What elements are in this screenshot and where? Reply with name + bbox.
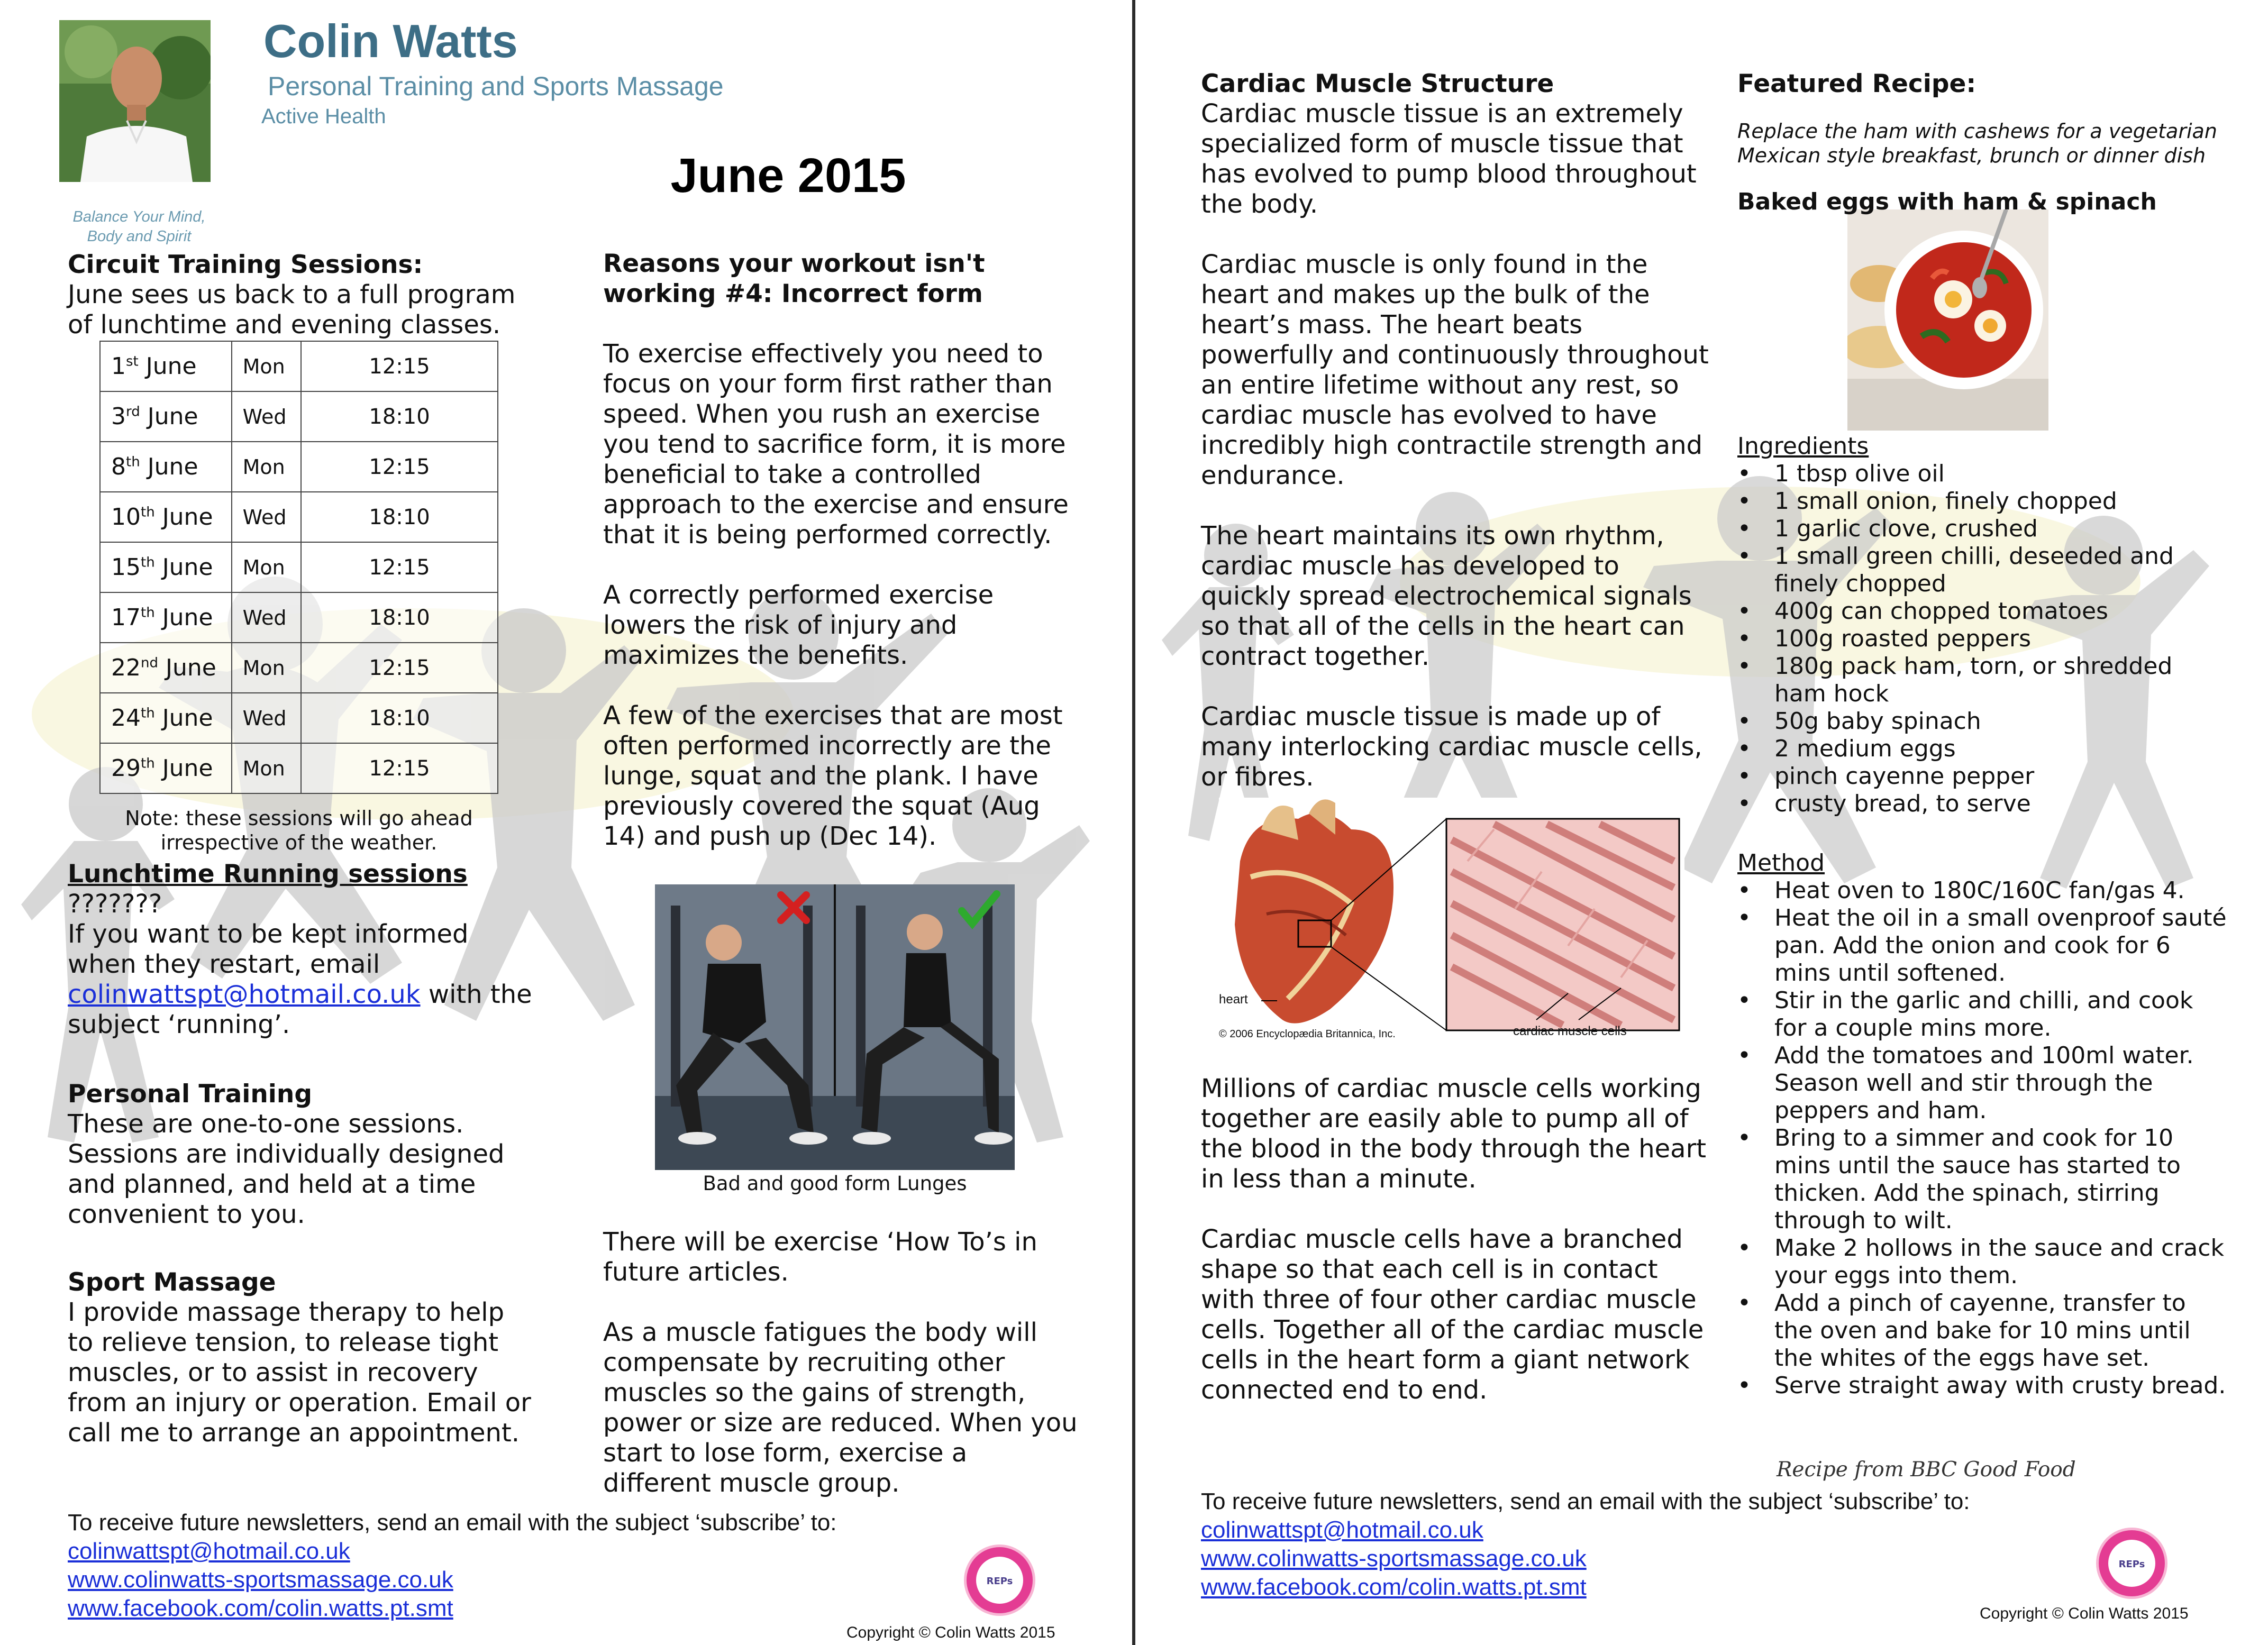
- cardiac-paragraph: Cardiac muscle tissue is an extremely specialized form of muscle tissue that has evolved to pump blood throughout the body.: [1201, 99, 1697, 219]
- schedule-month: June: [162, 504, 213, 531]
- workout-after-paragraphs: [603, 1227, 1079, 1498]
- motto-line-2: Body and Spirit: [87, 228, 192, 245]
- schedule-time: 12:15: [301, 442, 498, 492]
- workout-heading-line-1: Reasons your workout isn't: [603, 249, 985, 278]
- sport-massage-heading: Sport Massage: [68, 1268, 276, 1297]
- ingredient-item: • 1 garlic clove, crushed: [1737, 515, 2229, 543]
- cardiac-muscle-figure: [1219, 798, 1684, 1052]
- cardiac-paragraph: Millions of cardiac muscle cells working together are easily able to pump all of the blood in the body through the heart in less than a minute.: [1201, 1074, 1707, 1194]
- running-email-link[interactable]: colinwattspt@hotmail.co.uk: [68, 980, 421, 1009]
- cardiac-article-continued: [1201, 1074, 1709, 1436]
- footer-website-link[interactable]: www.colinwatts-sportsmassage.co.uk: [68, 1567, 453, 1593]
- schedule-row: [100, 442, 498, 492]
- recipe-intro: Replace the ham with cashews for a vegetarian Mexican style breakfast, brunch or dinner dish: [1737, 120, 2217, 167]
- footer-facebook-link[interactable]: www.facebook.com/colin.watts.pt.smt: [68, 1595, 453, 1621]
- footer-right-facebook-link[interactable]: www.facebook.com/colin.watts.pt.smt: [1201, 1574, 1587, 1600]
- sport-massage-text: I provide massage therapy to help to relieve tension, to release tight muscles, or to assist in recovery from an injury or operation. Email or call me to arrange an appointment.: [68, 1297, 531, 1448]
- schedule-month: June: [147, 453, 198, 480]
- schedule-weekday: Mon: [232, 643, 301, 693]
- schedule-day-suffix: th: [141, 755, 155, 772]
- workout-paragraph: A few of the exercises that are most often performed incorrectly are the lunge, squat and the plank. I have previously covered the squat (Aug 14) and push up (Dec 14).: [603, 701, 1063, 851]
- cardiac-article: [1201, 69, 1709, 823]
- figure-credit: © 2006 Encyclopædia Britannica, Inc.: [1219, 1028, 1396, 1040]
- schedule-date: [100, 442, 232, 492]
- schedule-day-suffix: th: [141, 504, 155, 520]
- brand-tag: Active Health: [261, 105, 386, 128]
- recipe-method: [1737, 849, 2229, 1400]
- running-section: [68, 859, 533, 1040]
- workout-paragraph: As a muscle fatigues the body will compensate by recruiting other muscles so the gains of strength, power or size are reduced. When you start to lose form, exercise a different muscle group.: [603, 1318, 1078, 1498]
- circuit-section: [68, 250, 533, 340]
- newsletter-page-left: [0, 0, 1132, 1645]
- ingredient-item: • 50g baby spinach: [1737, 708, 2229, 735]
- schedule-day-number: 1: [111, 353, 126, 380]
- schedule-day-suffix: th: [141, 605, 155, 621]
- cardiac-heading: Cardiac Muscle Structure: [1201, 69, 1554, 98]
- method-step: • Serve straight away with crusty bread.: [1737, 1372, 2229, 1400]
- ingredient-item: • 1 tbsp olive oil: [1737, 460, 2229, 488]
- workout-article-continued: [603, 1227, 1079, 1529]
- schedule-day-number: 10: [111, 504, 141, 531]
- cardiac-paragraphs-top: [1201, 99, 1709, 792]
- schedule-day-suffix: rd: [126, 404, 140, 420]
- method-step: • Add the tomatoes and 100ml water. Season well and stir through the peppers and ham.: [1737, 1042, 2229, 1125]
- schedule-month: June: [145, 353, 197, 380]
- method-step: • Heat oven to 180C/160C fan/gas 4.: [1737, 877, 2229, 904]
- schedule-day-suffix: th: [141, 554, 155, 571]
- schedule-weekday: Mon: [232, 442, 301, 492]
- issue-month-title: June 2015: [670, 149, 906, 203]
- schedule-day-number: 8: [111, 453, 126, 480]
- circuit-heading: Circuit Training Sessions:: [68, 250, 423, 279]
- ingredient-item: • pinch cayenne pepper: [1737, 763, 2229, 790]
- footer-left: [68, 1509, 941, 1623]
- running-text-after: with the subject ‘running’.: [68, 980, 532, 1039]
- schedule-day-number: 15: [111, 554, 141, 581]
- brand-name: Colin Watts: [263, 15, 518, 67]
- ingredients-heading: Ingredients: [1737, 433, 1869, 460]
- schedule-time: 18:10: [301, 592, 498, 643]
- schedule-month: June: [165, 654, 216, 681]
- schedule-row: [100, 743, 498, 793]
- workout-paragraphs: [603, 339, 1079, 852]
- schedule-row: [100, 592, 498, 643]
- running-status: ???????: [68, 889, 162, 919]
- schedule-day-suffix: nd: [141, 655, 158, 671]
- brand-subtitle: Personal Training and Sports Massage: [268, 71, 724, 101]
- schedule-month: June: [147, 403, 198, 430]
- personal-training-heading: Personal Training: [68, 1080, 312, 1109]
- schedule-row: [100, 542, 498, 592]
- schedule-month: June: [162, 554, 213, 581]
- recipe-section: [1737, 69, 2229, 216]
- schedule-time: 18:10: [301, 693, 498, 743]
- schedule-month: June: [162, 705, 213, 732]
- ingredient-item: • 100g roasted peppers: [1737, 625, 2229, 653]
- cardiac-paragraph: The heart maintains its own rhythm, cardiac muscle has developed to quickly spread electrochemical signals so that all of the cells in the heart can contract together.: [1201, 521, 1692, 671]
- running-heading: Lunchtime Running sessions: [68, 860, 468, 889]
- reps-badge-label: REPs: [986, 1576, 1013, 1587]
- schedule-day-number: 22: [111, 654, 141, 681]
- schedule-row: [100, 492, 498, 542]
- schedule-day-suffix: th: [141, 705, 155, 721]
- workout-paragraph: There will be exercise ‘How To’s in future articles.: [603, 1227, 1037, 1287]
- schedule-time: 12:15: [301, 341, 498, 391]
- schedule-month: June: [162, 604, 213, 631]
- method-list: [1737, 877, 2229, 1400]
- lunge-photo-caption: Bad and good form Lunges: [703, 1172, 967, 1195]
- method-step: • Stir in the garlic and chilli, and cook for a couple mins more.: [1737, 987, 2229, 1042]
- profile-photo: [59, 20, 211, 182]
- ingredient-item: • 2 medium eggs: [1737, 735, 2229, 763]
- schedule-weekday: Wed: [232, 592, 301, 643]
- running-text: [68, 919, 533, 1040]
- sport-massage-section: [68, 1267, 533, 1448]
- motto-line-1: Balance Your Mind,: [72, 208, 206, 225]
- personal-training-text: These are one-to-one sessions. Sessions are individually designed and planned, and held at a time convenient to you.: [68, 1109, 505, 1229]
- personal-training-section: [68, 1079, 533, 1230]
- recipe-ingredients: [1737, 433, 2229, 818]
- recipe-title: Baked eggs with ham & spinach: [1737, 188, 2157, 215]
- schedule-row: [100, 341, 498, 391]
- schedule-weekday: Wed: [232, 391, 301, 442]
- copyright-left: Copyright © Colin Watts 2015: [846, 1624, 1055, 1641]
- method-step: • Bring to a simmer and cook for 10 mins until the sauce has started to thicken. Add the spinach, stirring through to wilt.: [1737, 1125, 2229, 1235]
- schedule-date: [100, 743, 232, 793]
- schedule-day-suffix: st: [126, 353, 139, 370]
- reps-badge: [964, 1545, 1035, 1616]
- recipe-photo: [1847, 209, 2048, 431]
- newsletter-page-right: [1135, 0, 2268, 1645]
- schedule-date: [100, 693, 232, 743]
- copyright-right: Copyright © Colin Watts 2015: [1980, 1605, 2189, 1622]
- schedule-day-suffix: th: [126, 454, 140, 470]
- lunge-photo: [655, 884, 1015, 1170]
- workout-paragraph: A correctly performed exercise lowers the risk of injury and maximizes the benefits.: [603, 580, 994, 670]
- method-step: • Add a pinch of cayenne, transfer to the oven and bake for 10 mins until the whites of the eggs have set.: [1737, 1290, 2229, 1372]
- schedule-weekday: Mon: [232, 743, 301, 793]
- schedule-time: 12:15: [301, 743, 498, 793]
- schedule-day-number: 3: [111, 403, 126, 430]
- schedule-time: 12:15: [301, 643, 498, 693]
- method-step: • Make 2 hollows in the sauce and crack your eggs into them.: [1737, 1235, 2229, 1290]
- schedule-weekday: Mon: [232, 542, 301, 592]
- schedule-row: [100, 643, 498, 693]
- recipe-heading: Featured Recipe:: [1737, 69, 1976, 98]
- footer-email-link[interactable]: colinwattspt@hotmail.co.uk: [68, 1538, 350, 1564]
- schedule-date: [100, 542, 232, 592]
- ingredient-item: • 180g pack ham, torn, or shredded ham hock: [1737, 653, 2229, 708]
- ingredient-item: • crusty bread, to serve: [1737, 790, 2229, 818]
- workout-article: [603, 249, 1079, 882]
- circuit-schedule-table: [99, 341, 498, 794]
- schedule-date: [100, 391, 232, 442]
- schedule-day-number: 17: [111, 604, 141, 631]
- footer-right-subscribe-text: To receive future newsletters, send an email with the subject ‘subscribe’ to:: [1201, 1488, 1970, 1514]
- schedule-row: [100, 693, 498, 743]
- schedule-time: 18:10: [301, 492, 498, 542]
- footer-right: [1201, 1487, 2100, 1602]
- brand-motto: [68, 207, 211, 246]
- workout-paragraph: To exercise effectively you need to focus on your form first rather than speed. When you rush an exercise you tend to sacrifice form, it is more beneficial to take a controlled approach to the exercise and ensure that it is being performed correctly.: [603, 339, 1069, 550]
- schedule-weekday: Wed: [232, 492, 301, 542]
- footer-right-website-link[interactable]: www.colinwatts-sportsmassage.co.uk: [1201, 1546, 1587, 1571]
- schedule-time: 18:10: [301, 391, 498, 442]
- workout-heading-line-2: working #4: Incorrect form: [603, 279, 983, 308]
- recipe-source: Recipe from BBC Good Food: [1777, 1458, 2076, 1482]
- schedule-weekday: Wed: [232, 693, 301, 743]
- schedule-date: [100, 492, 232, 542]
- schedule-date: [100, 643, 232, 693]
- figure-label-cells: cardiac muscle cells: [1513, 1024, 1627, 1038]
- footer-subscribe-text: To receive future newsletters, send an email with the subject ‘subscribe’ to:: [68, 1510, 837, 1536]
- circuit-note: Note: these sessions will go ahead irrespective of the weather.: [125, 807, 473, 854]
- cardiac-paragraph: Cardiac muscle cells have a branched shape so that each cell is in contact with three of four other cardiac muscle cells. Together all of the cardiac muscle cells in the heart form a giant network connected end to end.: [1201, 1224, 1704, 1405]
- footer-right-email-link[interactable]: colinwattspt@hotmail.co.uk: [1201, 1517, 1483, 1543]
- cardiac-paragraph: Cardiac muscle tissue is made up of many interlocking cardiac muscle cells, or fibres.: [1201, 702, 1702, 792]
- circuit-intro: June sees us back to a full program of lunchtime and evening classes.: [68, 280, 516, 340]
- schedule-row: [100, 391, 498, 442]
- reps-badge-right-label: REPs: [2118, 1559, 2145, 1570]
- method-heading: Method: [1737, 849, 1825, 876]
- cardiac-paragraphs-bottom: [1201, 1074, 1709, 1405]
- schedule-date: [100, 592, 232, 643]
- figure-label-heart: heart: [1219, 992, 1248, 1007]
- running-text-before: If you want to be kept informed when they restart, email: [68, 919, 469, 979]
- method-step: • Heat the oil in a small ovenproof sauté pan. Add the onion and cook for 6 mins until softened.: [1737, 904, 2229, 987]
- schedule-day-number: 29: [111, 755, 141, 782]
- ingredients-list: [1737, 460, 2229, 818]
- ingredient-item: • 1 small onion, finely chopped: [1737, 488, 2229, 515]
- cardiac-paragraph: Cardiac muscle is only found in the heart and makes up the bulk of the heart’s mass. The heart beats powerfully and continuously throughout an entire lifetime without any rest, so cardiac muscle has evolved to have incredibly high contractile strength and endurance.: [1201, 250, 1709, 490]
- ingredient-item: • 400g can chopped tomatoes: [1737, 598, 2229, 625]
- reps-badge-right: [2096, 1528, 2167, 1599]
- schedule-weekday: Mon: [232, 341, 301, 391]
- schedule-time: 12:15: [301, 542, 498, 592]
- schedule-month: June: [162, 755, 213, 782]
- schedule-date: [100, 341, 232, 391]
- schedule-day-number: 24: [111, 705, 141, 732]
- ingredient-item: • 1 small green chilli, deseeded and finely chopped: [1737, 543, 2229, 598]
